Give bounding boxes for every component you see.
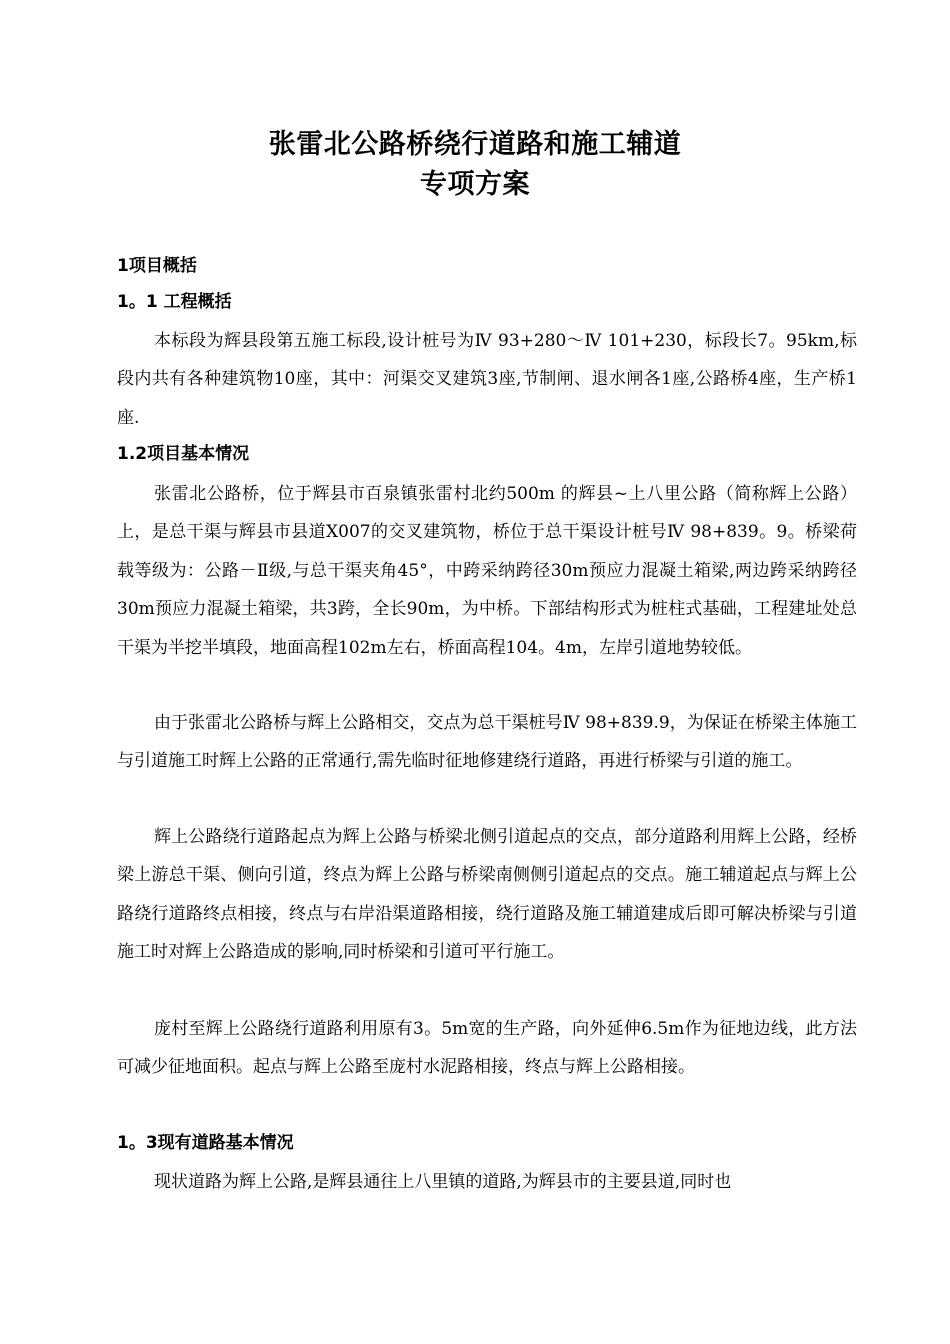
section-heading-1-3: 1。3现有道路基本情况 (117, 1133, 294, 1153)
paragraph-1-3: 现状道路为辉上公路,是辉县通往上八里镇的道路,为辉县市的主要县道,同时也 (154, 1172, 732, 1192)
section-heading-1-1: 1。1 工程概括 (117, 292, 232, 312)
document-title: 张雷北公路桥绕行道路和施工辅道 (268, 129, 682, 160)
document-subtitle: 专项方案 (420, 169, 530, 200)
paragraph-1-2-d: 庞村至辉上公路绕行道路利用原有3。5m宽的生产路，向外延伸6.5m作为征地边线，此方法可减少征地面积。起点与辉上公路至庞村水泥路相接，终点与辉上公路相接。 (117, 1019, 857, 1078)
paragraph-1-2-a: 张雷北公路桥，位于辉县市百泉镇张雷村北约500m 的辉县~上八里公路（简称辉上公路）上，是总干渠与辉县市县道X007的交叉建筑物，桥位于总干渠设计桩号Ⅳ 98+839。9。桥梁荷载等级为：公路－Ⅱ级,与总干渠夹角45°，中跨采纳跨径30m预应力混凝土箱梁,两边跨采纳跨径30m预应力混凝土箱梁，共3跨，全长90m，为中桥。下部结构形式为桩柱式基础，工程建址处总干渠为半挖半填段，地面高程102m左右，桥面高程104。4m，左岸引道地势较低。 (117, 484, 857, 658)
paragraph-1-1: 本标段为辉县段第五施工标段,设计桩号为Ⅳ 93+280～Ⅳ 101+230，标段长7。95km,标段内共有各种建筑物10座，其中：河渠交叉建筑3座,节制闸、退水闸各1座,公路桥4座，生产桥1座. (117, 331, 857, 428)
section-heading-1-2: 1.2项目基本情况 (117, 444, 250, 464)
paragraph-1-2-c: 辉上公路绕行道路起点为辉上公路与桥梁北侧引道起点的交点，部分道路利用辉上公路，经桥梁上游总干渠、侧向引道，终点为辉上公路与桥梁南侧侧引道起点的交点。施工辅道起点与辉上公路绕行道路终点相接，终点与右岸沿渠道路相接，绕行道路及施工辅道建成后即可解决桥梁与引道施工时对辉上公路造成的影响,同时桥梁和引道可平行施工。 (117, 827, 857, 963)
section-heading-1: 1项目概括 (117, 256, 197, 276)
paragraph-1-2-b: 由于张雷北公路桥与辉上公路相交，交点为总干渠桩号Ⅳ 98+839.9，为保证在桥梁主体施工与引道施工时辉上公路的正常通行,需先临时征地修建绕行道路，再进行桥梁与引道的施工。 (117, 713, 857, 772)
